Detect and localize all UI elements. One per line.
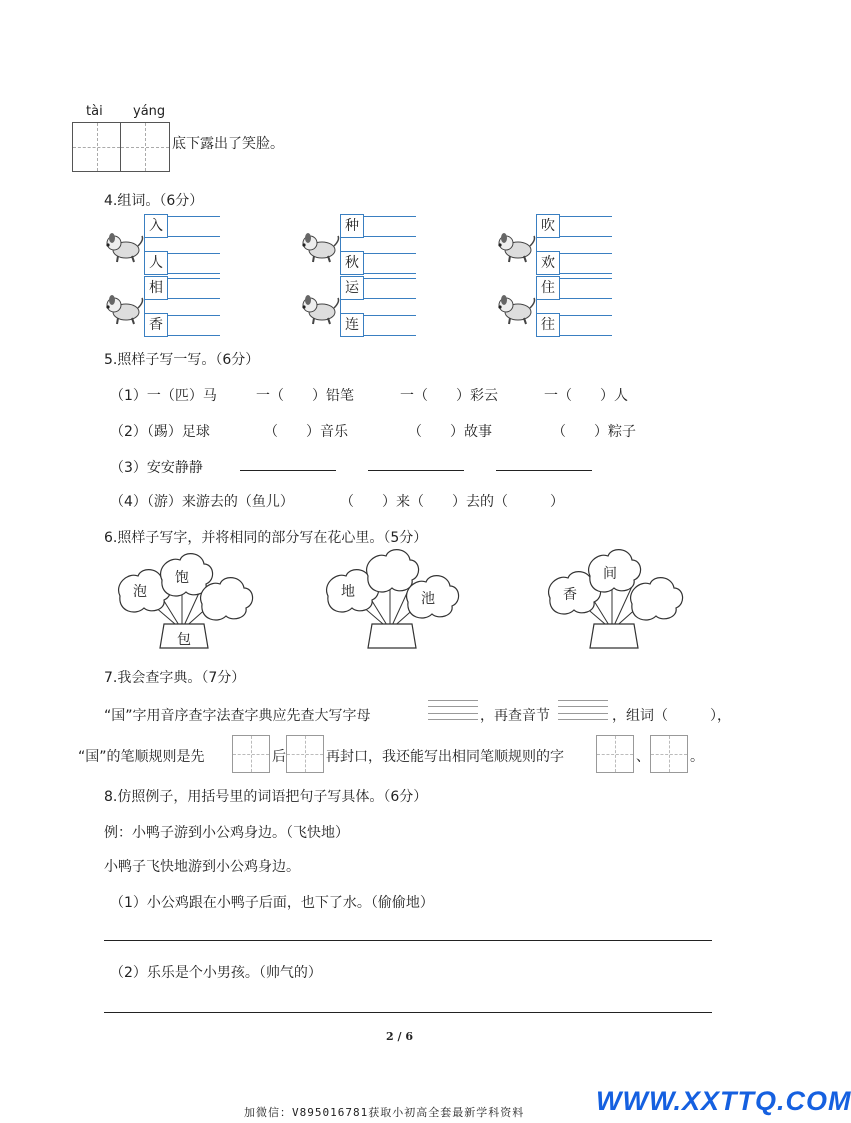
word-answer-line[interactable] [560, 278, 612, 279]
flower-1-pot-char: 包 [177, 632, 191, 648]
flower-3-char-top: 间 [603, 566, 617, 582]
q5-blank-1c[interactable]: 一（ ）人 [544, 388, 628, 404]
q8-sentence-1: （1）小公鸡跟在小鸭子后面，也下了水。（偷偷地） [110, 895, 434, 911]
pinyin-tai: tài [86, 104, 103, 119]
word-char-box: 运 [340, 276, 364, 300]
word-answer-line[interactable] [364, 253, 416, 254]
word-answer-line[interactable] [560, 315, 612, 316]
sentence-tail: 底下露出了笑脸。 [172, 136, 284, 152]
word-answer-line[interactable] [168, 278, 220, 279]
stroke-first-box[interactable] [232, 735, 270, 773]
puppy-icon [300, 226, 340, 266]
flower-1-char-left: 泡 [133, 584, 147, 600]
flower-3-char-left: 香 [563, 587, 577, 603]
word-char-box: 往 [536, 313, 560, 337]
q8-example-answer: 小鸭子飞快地游到小公鸡身边。 [104, 859, 300, 875]
word-answer-line[interactable] [168, 298, 220, 299]
word-answer-line[interactable] [168, 273, 220, 274]
word-answer-line[interactable] [168, 236, 220, 237]
syllable-four-line[interactable] [558, 700, 608, 720]
puppy-icon [104, 288, 144, 328]
word-answer-line[interactable] [364, 278, 416, 279]
word-answer-line[interactable] [560, 253, 612, 254]
word-answer-line[interactable] [364, 273, 416, 274]
q5-example-4: （4）（游）来游去的（鱼儿） [110, 494, 294, 510]
q5-blank-4[interactable]: （ ）来（ ）去的（ ） [340, 494, 564, 510]
word-char-box: 欢 [536, 251, 560, 275]
q5-blank-2c[interactable]: （ ）粽子 [552, 424, 636, 440]
flower-2 [327, 550, 459, 648]
word-answer-line[interactable] [364, 315, 416, 316]
q5-blank-1a[interactable]: 一（ ）铅笔 [256, 388, 354, 404]
q6-title: 6.照样子写字，并将相同的部分写在花心里。（5分） [104, 530, 428, 546]
word-char-box: 吹 [536, 214, 560, 238]
q5-line-3c[interactable] [496, 470, 592, 471]
word-answer-line[interactable] [364, 216, 416, 217]
q5-example-1: （1）一（匹）马 [110, 388, 217, 404]
word-answer-line[interactable] [168, 315, 220, 316]
q7-line1-b: ，再查音节 [480, 708, 550, 724]
word-answer-line[interactable] [364, 335, 416, 336]
flower-diagrams [100, 552, 700, 652]
flower-3 [549, 550, 683, 648]
word-char-box: 连 [340, 313, 364, 337]
flower-2-pot [368, 624, 416, 648]
word-answer-line[interactable] [364, 236, 416, 237]
q8-answer-line-1[interactable] [104, 940, 712, 941]
same-rule-char-box-1[interactable] [596, 735, 634, 773]
q7-line2-c: 再封口，我还能写出相同笔顺规则的字 [326, 749, 564, 765]
word-answer-line[interactable] [364, 298, 416, 299]
q8-title: 8.仿照例子，用括号里的词语把句子写具体。（6分） [104, 789, 428, 805]
answer-tianzige[interactable] [72, 122, 170, 172]
word-answer-line[interactable] [168, 335, 220, 336]
q5-blank-2b[interactable]: （ ）故事 [408, 424, 492, 440]
flower-1-petal-right [201, 578, 253, 620]
q7-line1-a: “国”字用音序查字法查字典应先查大写字母 [104, 708, 371, 724]
word-answer-line[interactable] [168, 216, 220, 217]
pinyin-yang: yáng [133, 104, 166, 119]
q5-example-2: （2）（踢）足球 [110, 424, 210, 440]
q7-line2-a: “国”的笔顺规则是先 [78, 749, 205, 765]
q5-blank-2a[interactable]: （ ）音乐 [264, 424, 348, 440]
word-answer-line[interactable] [560, 273, 612, 274]
flower-1-char-top: 饱 [175, 570, 189, 586]
q5-example-3: （3）安安静静 [110, 460, 203, 476]
q7-line2-e: 。 [690, 749, 704, 765]
page-number: 2 / 6 [386, 1030, 413, 1043]
q7-line2-b: 后 [272, 749, 286, 765]
word-char-box: 秋 [340, 251, 364, 275]
footer-note: 加微信：V895016781获取小初高全套最新学科资料 [244, 1106, 525, 1119]
same-rule-char-box-2[interactable] [650, 735, 688, 773]
q5-line-3a[interactable] [240, 470, 336, 471]
word-answer-line[interactable] [560, 335, 612, 336]
word-char-box: 入 [144, 214, 168, 238]
q5-blank-1b[interactable]: 一（ ）彩云 [400, 388, 498, 404]
q8-example: 例：小鸭子游到小公鸡身边。（飞快地） [104, 825, 349, 841]
word-answer-line[interactable] [560, 236, 612, 237]
word-char-box: 种 [340, 214, 364, 238]
brand-watermark: WWW.XXTTQ.COM [596, 1086, 851, 1116]
letter-four-line[interactable] [428, 700, 478, 720]
puppy-icon [496, 288, 536, 328]
puppy-icon [300, 288, 340, 328]
q5-title: 5.照样子写一写。（6分） [104, 352, 260, 368]
word-char-box: 住 [536, 276, 560, 300]
flower-1 [119, 554, 253, 648]
q8-sentence-2: （2）乐乐是个小男孩。（帅气的） [110, 965, 322, 981]
word-char-box: 人 [144, 251, 168, 275]
q7-line2-d: 、 [636, 749, 650, 765]
flower-3-pot [590, 624, 638, 648]
q7-title: 7.我会查字典。（7分） [104, 670, 246, 686]
word-answer-line[interactable] [560, 298, 612, 299]
q7-line1-c: ，组词（ ）， [612, 708, 731, 724]
q8-answer-line-2[interactable] [104, 1012, 712, 1013]
word-answer-line[interactable] [560, 216, 612, 217]
puppy-icon [104, 226, 144, 266]
q5-line-3b[interactable] [368, 470, 464, 471]
puppy-icon [496, 226, 536, 266]
flower-2-char-right: 池 [421, 591, 435, 607]
flower-2-char-left: 地 [341, 584, 355, 600]
word-answer-line[interactable] [168, 253, 220, 254]
word-char-box: 相 [144, 276, 168, 300]
word-char-box: 香 [144, 313, 168, 337]
q4-title: 4.组词。（6分） [104, 193, 204, 209]
stroke-then-box[interactable] [286, 735, 324, 773]
